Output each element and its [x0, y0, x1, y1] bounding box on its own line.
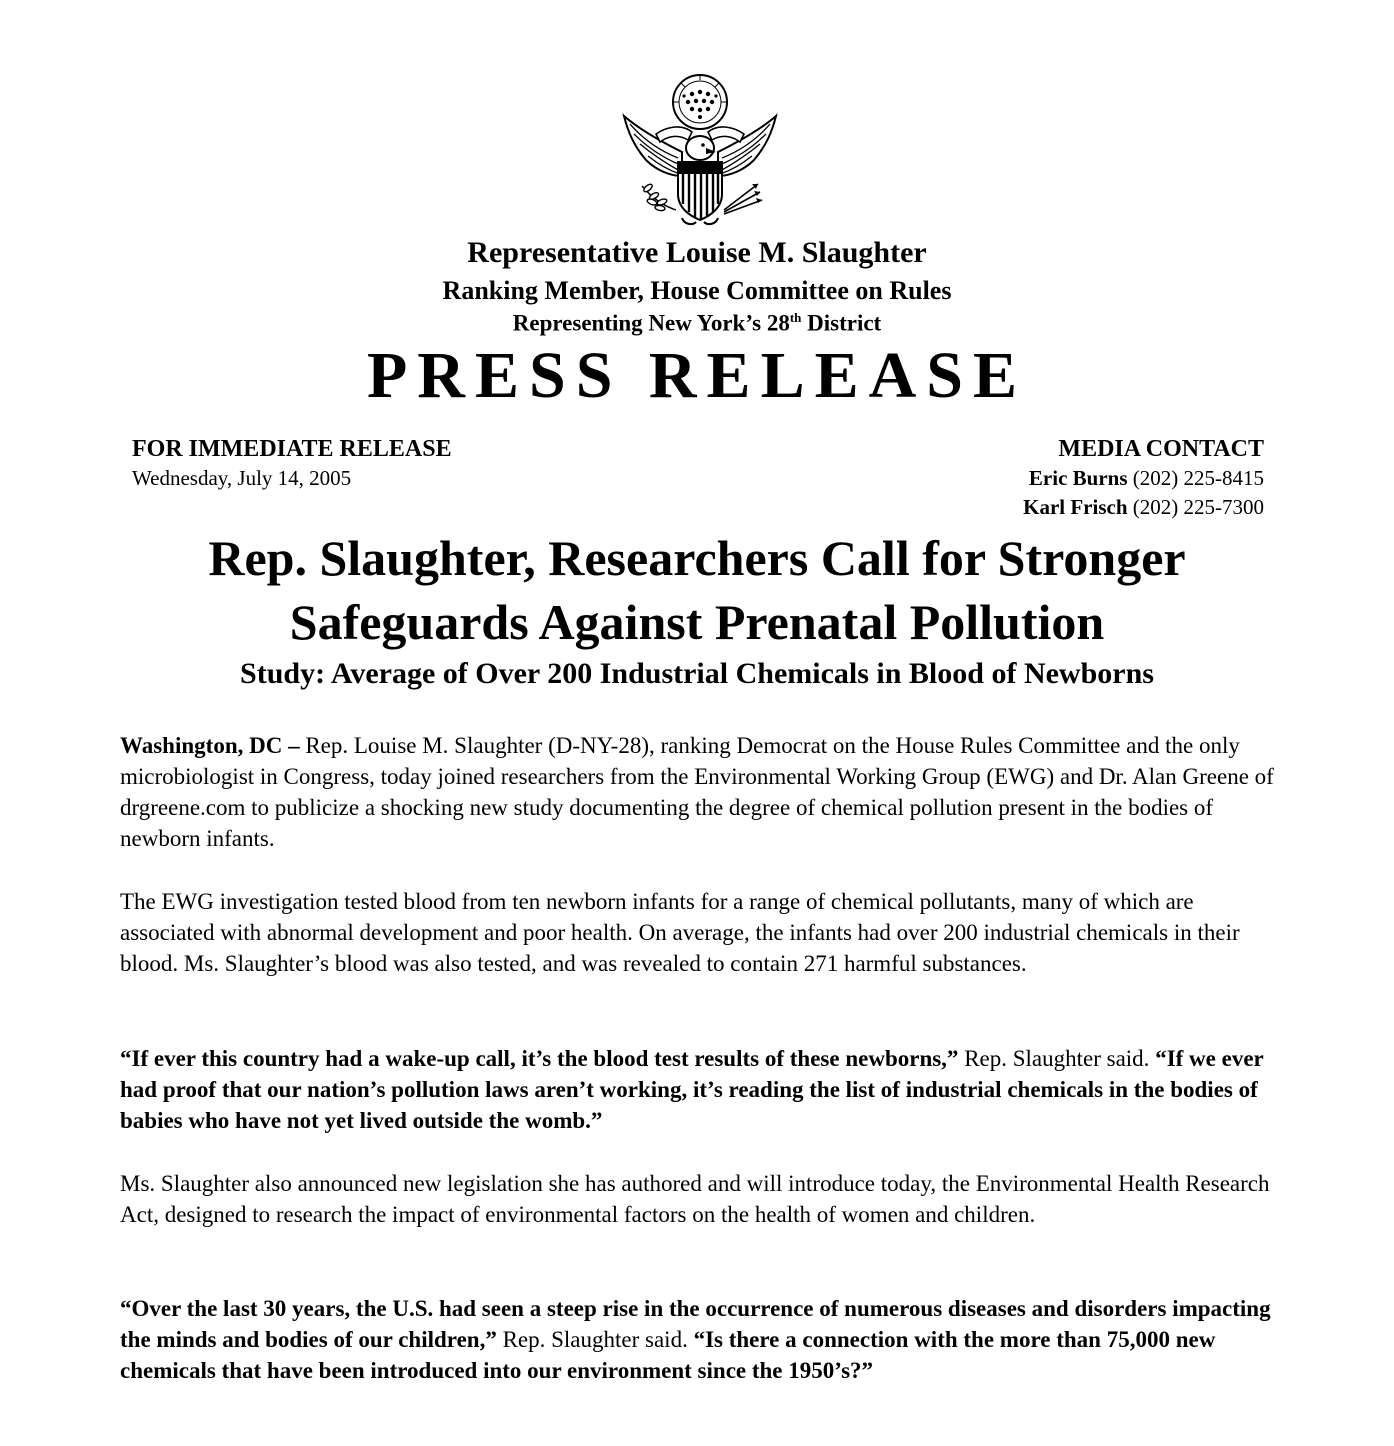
district-suffix: District	[801, 310, 882, 336]
press-release-title: PRESS RELEASE	[366, 339, 1028, 412]
release-label: FOR IMMEDIATE RELEASE	[132, 436, 452, 462]
congressional-seal-eagle-icon	[612, 72, 788, 238]
attribution: Rep. Slaughter said.	[958, 1046, 1156, 1071]
contact-line	[1023, 464, 1264, 493]
body-paragraph-1	[120, 730, 1290, 854]
representative-role: Ranking Member, House Committee on Rules	[442, 276, 952, 305]
dateline: Washington, DC –	[120, 733, 300, 758]
contact-name: Eric Burns	[1028, 466, 1128, 490]
quote: “If we ever had proof that our nation’s pollution laws aren’t working, it’s reading the list of industrial chemicals in the bodies of babies who have not yet lived outside the womb.”	[120, 1046, 1264, 1133]
headline	[0, 526, 1394, 654]
body-paragraph-2: The EWG investigation tested blood from ten newborn infants for a range of chemical pollutants, many of which are associated with abnormal development and poor health. On average, the infants had over 200 industrial chemicals in their blood. Ms. Slaughter’s blood was also tested, and was revealed to contain 271 harmful substances.	[120, 889, 1240, 976]
contact-line	[1023, 493, 1264, 522]
district-prefix: Representing New York’s 28	[512, 310, 790, 336]
representative-name: Representative Louise M. Slaughter	[467, 236, 927, 269]
subheadline: Study: Average of Over 200 Industrial Chemicals in Blood of Newborns	[240, 657, 1154, 690]
release-date: Wednesday, July 14, 2005	[132, 466, 352, 490]
media-contact-label: MEDIA CONTACT	[1058, 436, 1264, 462]
contact-phone: (202) 225-8415	[1132, 466, 1264, 490]
contact-name: Karl Frisch	[1023, 495, 1128, 519]
body-paragraph-4: Ms. Slaughter also announced new legislation she has authored and will introduce today, the Environmental Health Research Act, designed to research the impact of environmental factors on the health of women and children.	[120, 1171, 1270, 1227]
headline-line-2: Safeguards Against Prenatal Pollution	[289, 594, 1105, 650]
quote: “Over the last 30 years, the U.S. had seen a steep rise in the occurrence of numerous diseases and disorders impacting the minds and bodies of our children,”	[120, 1296, 1271, 1352]
paragraph-text: Rep. Louise M. Slaughter (D-NY-28), ranking Democrat on the House Rules Committee and the only microbiologist in Congress, today joined researchers from the Environmental Working Group (EWG) and Dr. Alan Greene of drgreene.com to publicize a shocking new study documenting the degree of chemical pollution present in the bodies of newborn infants.	[120, 733, 1274, 851]
body-paragraph-5	[120, 1293, 1290, 1386]
quote: “Is there a connection with the more than 75,000 new chemicals that have been introduced into our environment since the 1950’s?”	[120, 1327, 1216, 1383]
release-info	[132, 434, 452, 493]
contact-phone: (202) 225-7300	[1132, 495, 1264, 519]
district-ordinal-suffix: th	[789, 310, 802, 325]
media-contact	[1023, 434, 1264, 522]
quote: “If ever this country had a wake-up call, it’s the blood test results of these newborns,”	[120, 1046, 959, 1071]
headline-line-1: Rep. Slaughter, Researchers Call for Stronger	[208, 530, 1186, 586]
representative-district	[0, 310, 1394, 337]
attribution: Rep. Slaughter said.	[496, 1327, 694, 1352]
body-paragraph-3	[120, 1043, 1290, 1136]
